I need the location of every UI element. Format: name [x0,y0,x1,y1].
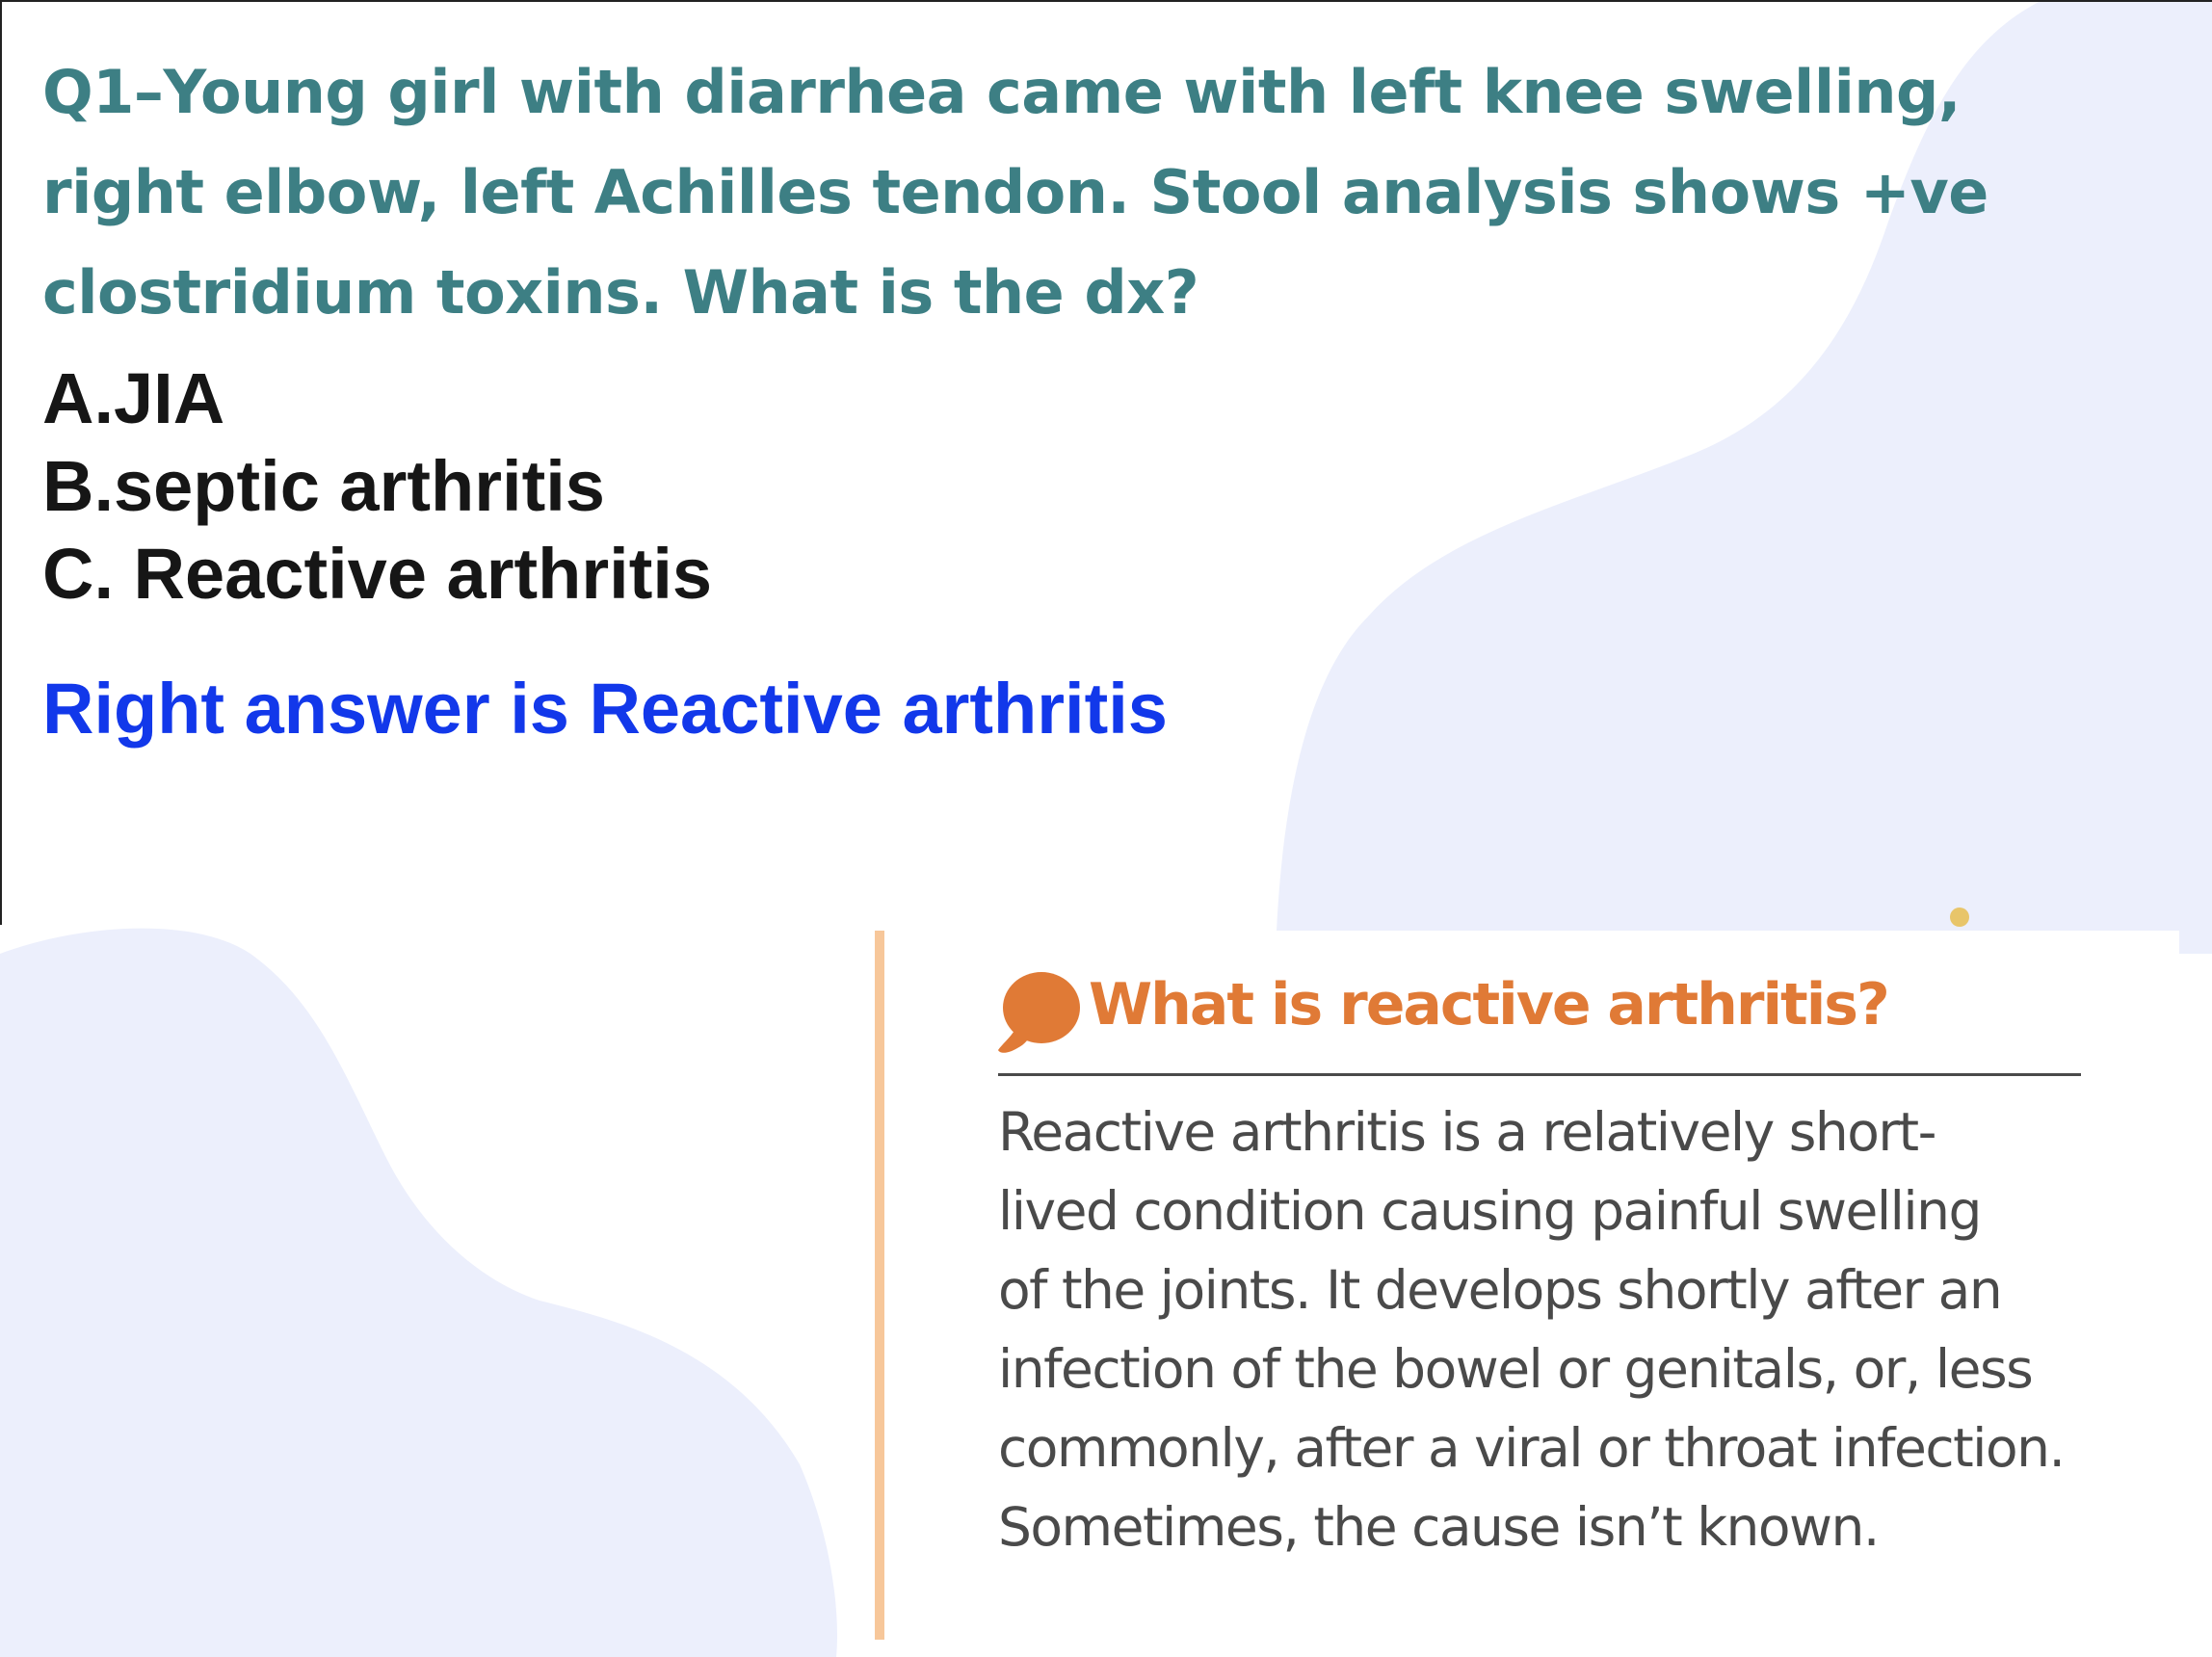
question-line: clostridium toxins. What is the dx? [42,257,1199,328]
option-c: C. Reactive arthritis [42,534,713,614]
option-b: B.septic arthritis [42,446,605,526]
card-body-line: Reactive arthritis is a relatively short- [998,1101,1936,1163]
card-body [998,1092,2135,1566]
card-body-line: lived condition causing painful swelling [998,1180,1981,1242]
left-border [0,0,2,925]
speech-bubble-icon [996,967,1083,1058]
background-blob-left [0,929,837,1657]
right-answer: Right answer is Reactive arthritis [42,669,1168,749]
card-title: What is reactive arthritis? [1089,971,1888,1039]
card-body-line: of the joints. It develops shortly after an [998,1259,2002,1321]
card-divider [998,1073,2081,1076]
card-body-line: infection of the bowel or genitals, or, less [998,1338,2033,1400]
card-body-line: Sometimes, the cause isn’t known. [998,1496,1879,1558]
question-line: Q1–Young girl with diarrhea came with left knee swelling, [42,57,1961,127]
info-card [875,931,2179,1644]
card-body-line: commonly, after a viral or throat infection. [998,1417,2065,1479]
top-border [0,0,2212,2]
question-line: right elbow, left Achilles tendon. Stool analysis shows +ve [42,157,1988,227]
option-a: A.JIA [42,358,225,438]
question-text [42,42,2066,343]
decorative-dot [1950,907,1969,927]
card-accent-bar [875,931,884,1640]
answer-options [42,355,712,618]
